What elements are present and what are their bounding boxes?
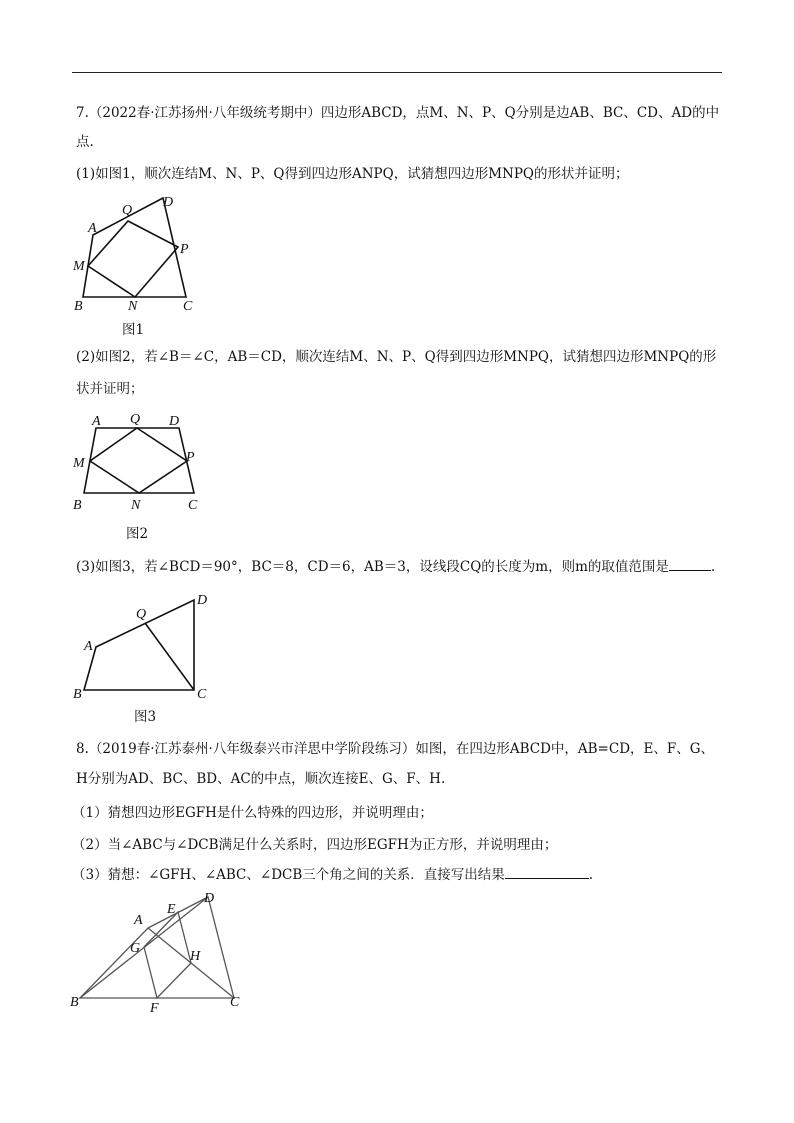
header-rule: [72, 72, 722, 73]
figure-q8: [70, 890, 250, 1015]
figure-3: [70, 590, 220, 705]
fig2-label-d: D: [169, 414, 180, 429]
q7-part3-blank[interactable]: [669, 558, 711, 571]
fig2-label-c: C: [188, 498, 198, 513]
fig1-label-p: P: [180, 242, 189, 257]
q8-label-b: B: [70, 995, 79, 1010]
q8-part2: （2）当∠ABC与∠DCB满足什么关系时，四边形EGFH为正方形，并说明理由；: [72, 837, 558, 853]
q8-part3: [72, 866, 593, 884]
q8-stem-line1: 8.（2019春·江苏泰州·八年级泰兴市洋思中学阶段练习）如图，在四边形ABCD中，AB=CD，E、F、G、: [76, 741, 715, 757]
q7-part3-end: .: [710, 559, 716, 575]
fig2-quadrilateral-mnpq: [90, 428, 187, 493]
q8-label-a: A: [134, 913, 143, 928]
fig1-label-a: A: [88, 221, 97, 236]
fig1-label-d: D: [163, 195, 174, 210]
q8-label-c: C: [230, 995, 240, 1010]
fig2-label-a: A: [92, 414, 101, 429]
fig1-quadrilateral-abcd: [83, 198, 186, 297]
q8-quadrilateral-egfh: [144, 912, 191, 998]
fig1-label-q: Q: [122, 203, 133, 218]
fig2-label-q: Q: [130, 412, 141, 427]
fig2-label-n: N: [131, 498, 141, 513]
q8-label-e: E: [167, 902, 176, 917]
fig2-label-p: P: [186, 450, 195, 465]
q8-label-g: G: [130, 941, 141, 956]
figure-2: [70, 405, 210, 515]
q7-part3: [76, 558, 715, 576]
fig3-label-d: D: [197, 593, 208, 608]
q8-label-d: D: [204, 891, 215, 906]
fig3-label-b: B: [73, 687, 82, 702]
fig3-label-q: Q: [136, 607, 147, 622]
q8-stem-line2: H分别为AD、BC、BD、AC的中点，顺次连接E、G、F、H.: [76, 771, 446, 787]
q8-part3-end: .: [588, 867, 594, 883]
q7-stem-line1: 7.（2022春·江苏扬州·八年级统考期中）四边形ABCD，点M、N、P、Q分别是边AB、BC、CD、AD的中: [76, 105, 720, 121]
fig1-label-b: B: [74, 299, 83, 314]
q8-part3-blank[interactable]: [505, 866, 589, 879]
fig2-quadrilateral-abcd: [84, 428, 194, 493]
q8-part1: （1）猜想四边形EGFH是什么特殊的四边形，并说明理由；: [72, 805, 433, 821]
fig3-label-c: C: [197, 687, 207, 702]
fig1-caption: 图1: [122, 322, 145, 338]
q7-part1: (1)如图1，顺次连结M、N、P、Q得到四边形ANPQ，试猜想四边形MNPQ的形状并证明；: [76, 166, 629, 182]
fig1-label-n: N: [128, 299, 138, 314]
fig3-caption: 图3: [134, 709, 157, 725]
q8-part3-text: （3）猜想：∠GFH、∠ABC、∠DCB三个角之间的关系．直接写出结果: [72, 867, 505, 883]
q7-part2-line2: 状并证明；: [76, 381, 144, 397]
fig3-label-a: A: [84, 639, 93, 654]
q8-label-f: F: [150, 1001, 159, 1016]
q7-stem-line2: 点.: [76, 134, 94, 150]
fig2-label-m: M: [73, 456, 85, 471]
fig2-caption: 图2: [126, 526, 149, 542]
q8-quadrilateral-abcd: [80, 897, 234, 998]
fig1-label-m: M: [73, 259, 85, 274]
fig2-label-b: B: [73, 498, 82, 513]
q7-part3-text: (3)如图3，若∠BCD＝90°，BC＝8，CD＝6，AB＝3，设线段CQ的长度为m，则m的取值范围是: [76, 559, 669, 575]
figure-1: [70, 190, 210, 315]
q7-part2-line1: (2)如图2，若∠B＝∠C，AB＝CD，顺次连结M、N、P、Q得到四边形MNPQ，试猜想四边形MNPQ的形: [76, 349, 717, 365]
fig1-label-c: C: [183, 299, 193, 314]
q8-label-h: H: [190, 949, 201, 964]
fig1-quadrilateral-mnpq: [88, 221, 178, 297]
fig3-segment-cq: [145, 623, 194, 690]
